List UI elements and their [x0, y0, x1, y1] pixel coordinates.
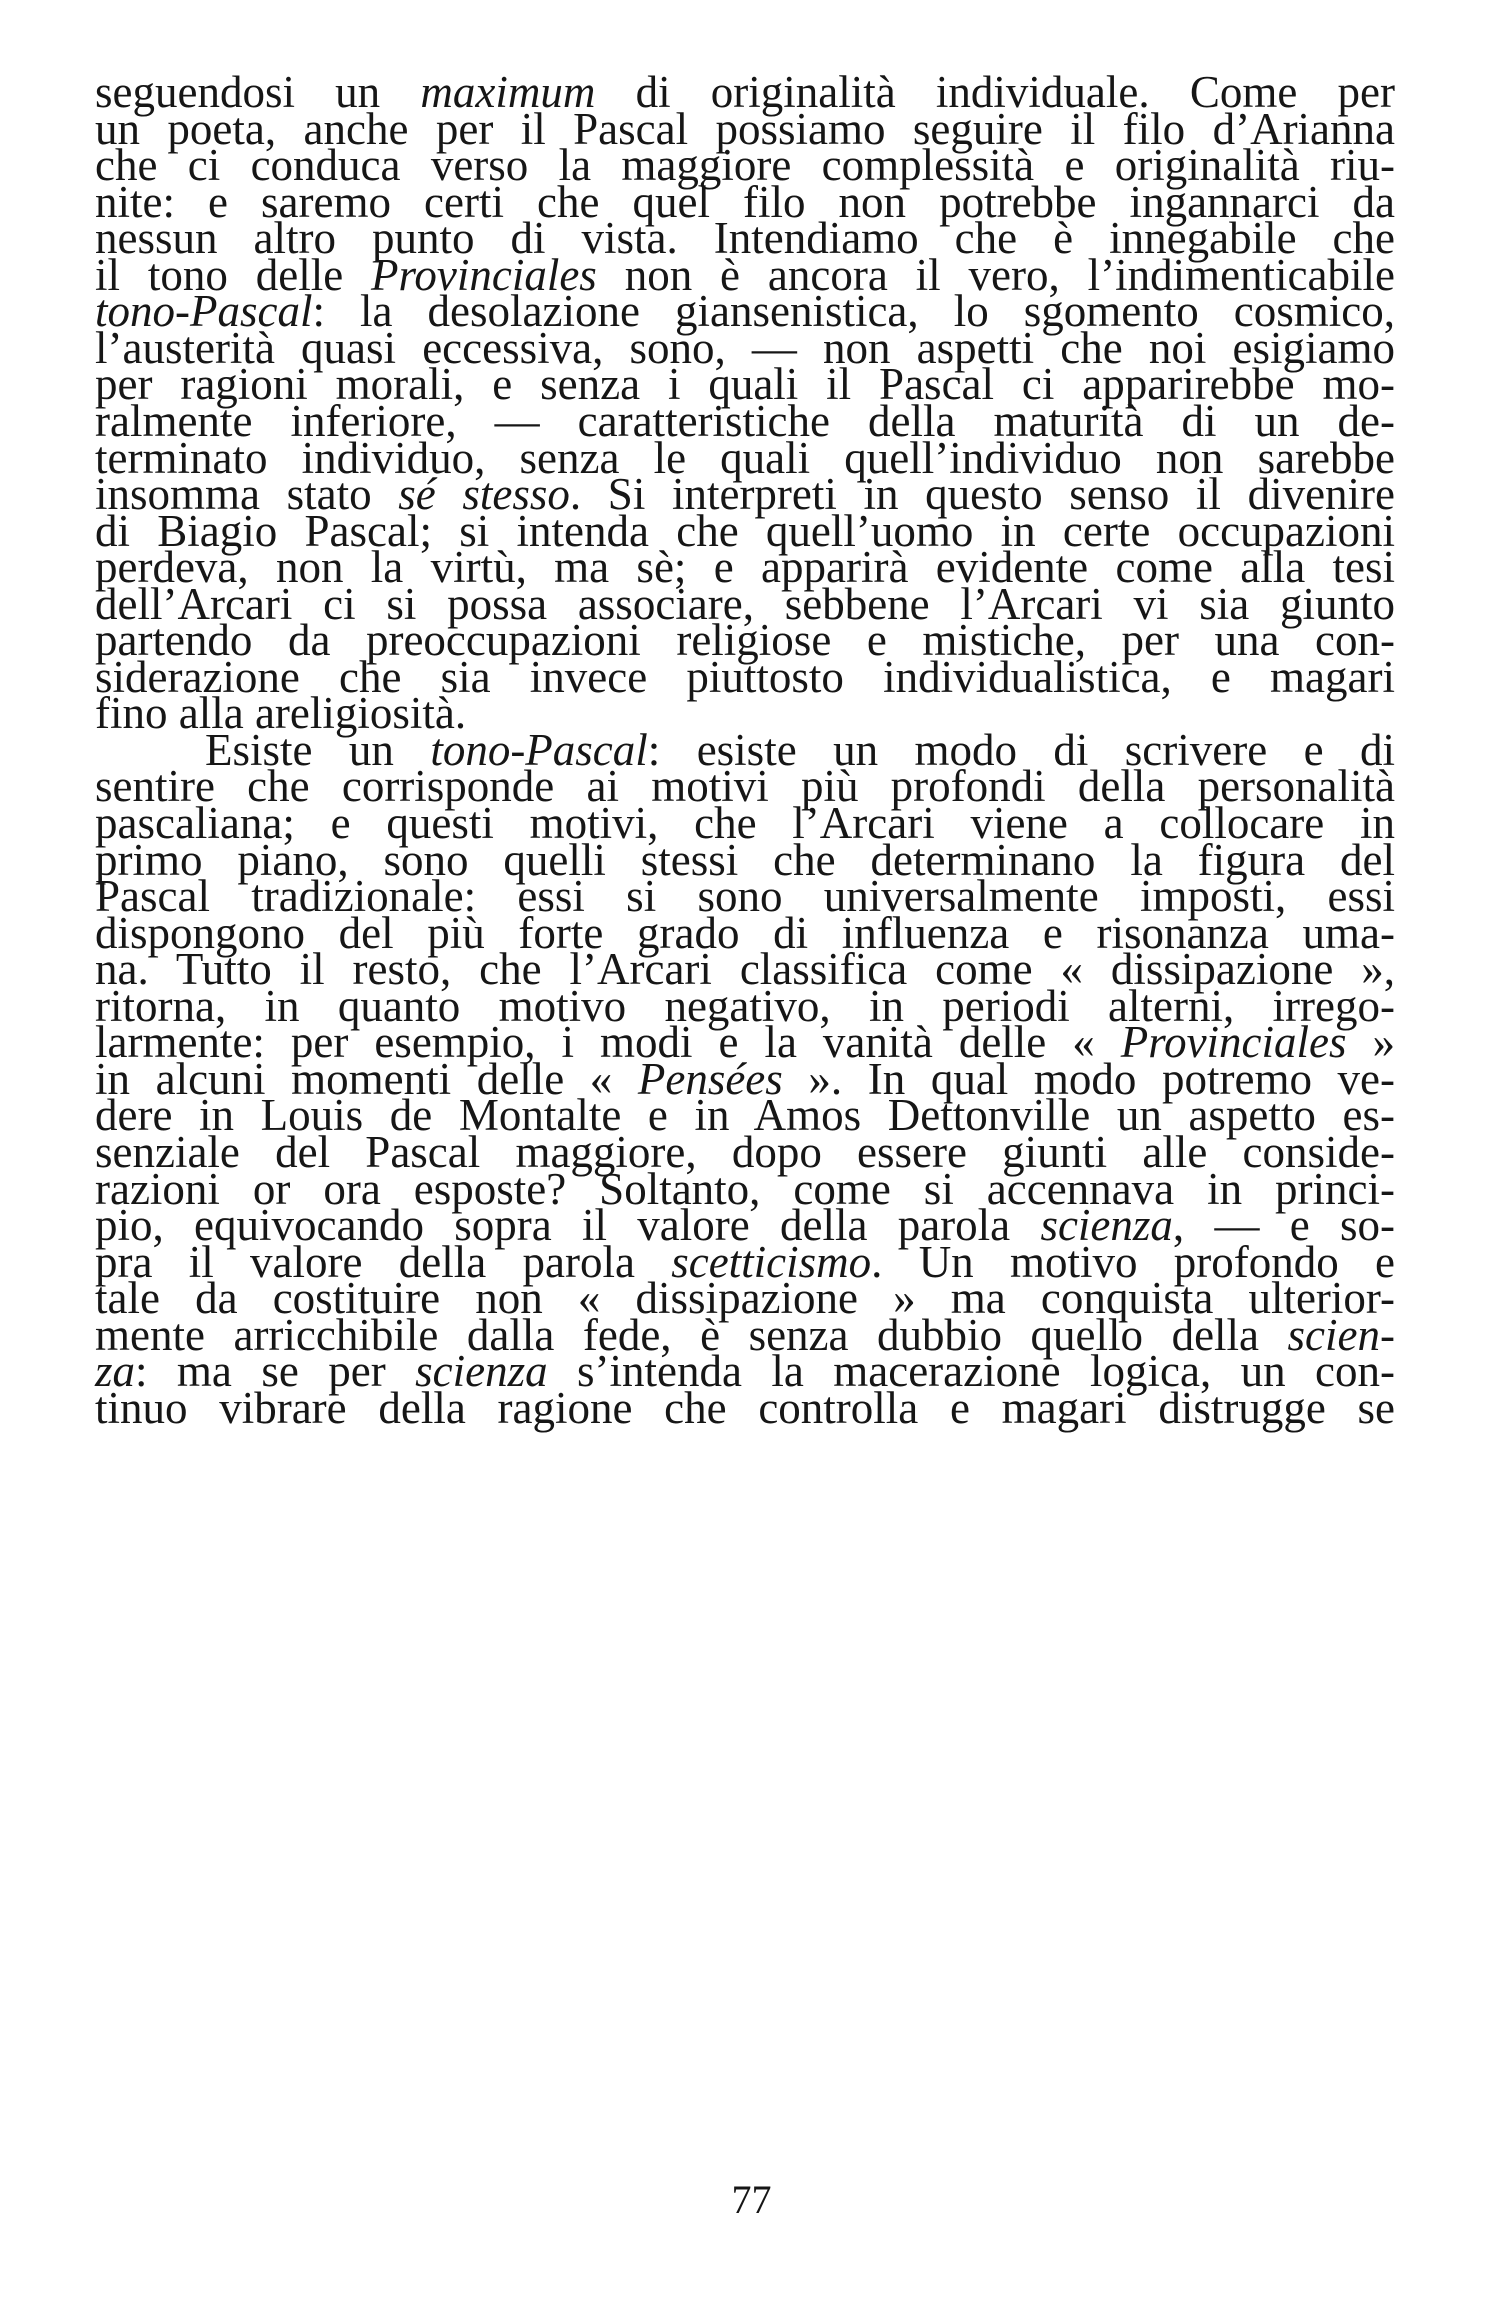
text-segment: . Un motivo profondo e [871, 1236, 1395, 1287]
text-segment: : esiste un modo di scrivere e di [647, 724, 1395, 775]
text-segment: Pascal tradizionale: essi si sono universalmente imposti, essi [95, 871, 1395, 922]
text-segment: tinuo vibrare della ragione che controlla e magari distrugge se [95, 1382, 1395, 1433]
text-segment: . Si interpreti in questo senso il divenire [569, 469, 1396, 520]
text-segment: larmente: per esempio, i modi e la vanità delle « [95, 1017, 1121, 1068]
italic-segment: tono-Pascal [430, 724, 648, 775]
italic-segment: Pensées [637, 1053, 783, 1104]
text-segment: dispongono del più forte grado di influenza e risonanza uma- [95, 907, 1395, 958]
text-segment: partendo da preoccupazioni religiose e mistiche, per una con- [95, 615, 1395, 666]
text-segment: ralmente inferiore, — caratteristiche della maturità di un de- [95, 395, 1395, 446]
text-segment: perdeva, non la virtù, ma sè; e apparirà evidente come alla tesi [95, 542, 1395, 593]
italic-segment: sé stesso [398, 469, 570, 520]
text-segment: pra il valore della parola [95, 1236, 672, 1287]
text-segment: na. Tutto il resto, che l’Arcari classifica come « dissipazione », [95, 944, 1395, 995]
text-line [95, 1382, 1395, 1435]
italic-segment: scetticismo [671, 1236, 872, 1287]
italic-segment: scienza [415, 1346, 548, 1397]
text-segment: nessun altro punto di vista. Intendiamo che è innegabile che [95, 213, 1395, 264]
text-segment: , — e so- [1172, 1200, 1395, 1251]
text-segment: Esiste un [205, 724, 431, 775]
text-segment: : la desolazione giansenistica, lo sgomento cosmico, [312, 286, 1395, 337]
text-segment: un poeta, anche per il Pascal possiamo seguire il filo d’Arianna [95, 103, 1395, 154]
text-segment: di originalità individuale. Come per [595, 67, 1395, 117]
text-segment: pio, equivocando sopra il valore della parola [95, 1200, 1041, 1251]
text-segment: siderazione che sia invece piuttosto individualistica, e magari [95, 651, 1395, 702]
text-segment: ». In qual modo potremo ve- [782, 1053, 1395, 1104]
italic-segment: scien- [1287, 1309, 1395, 1360]
text-segment: » [1346, 1017, 1395, 1068]
text-segment: sentire che corrisponde ai motivi più profondi della personalità [95, 761, 1395, 812]
text-segment: seguendosi un [95, 67, 421, 117]
text-segment: ritorna, in quanto motivo negativo, in periodi alterni, irrego- [95, 980, 1395, 1031]
text-segment: : ma se per [135, 1346, 416, 1397]
text-segment: pascaliana; e questi motivi, che l’Arcari viene a collocare in [95, 798, 1395, 848]
text-segment: dere in Louis de Montalte e in Amos Dettonville un aspetto es- [95, 1090, 1395, 1141]
text-segment: il tono delle [95, 249, 372, 300]
italic-segment: maximum [420, 67, 596, 117]
text-segment: di Biagio Pascal; si intenda che quell’uomo in certe occupazioni [95, 505, 1395, 556]
text-segment: non è ancora il vero, l’indimenticabile [596, 249, 1395, 300]
text-segment: primo piano, sono quelli stessi che determinano la figura del [95, 834, 1395, 885]
text-segment: terminato individuo, senza le quali quell’individuo non sarebbe [95, 432, 1395, 483]
italic-segment: Provinciales [371, 249, 597, 300]
text-segment: razioni or ora esposte? Soltanto, come si accennava in princi- [95, 1163, 1395, 1214]
text-segment: s’intenda la macerazione logica, un con- [547, 1346, 1396, 1397]
text-segment: tale da costituire non « dissipazione » ma conquista ulterior- [95, 1273, 1395, 1324]
text-segment: per ragioni morali, e senza i quali il Pascal ci apparirebbe mo- [95, 359, 1395, 410]
italic-segment: tono-Pascal [95, 286, 313, 337]
text-segment: dell’Arcari ci si possa associare, sebbene l’Arcari vi sia giunto [95, 578, 1395, 629]
text-segment: nite: e saremo certi che quel filo non potrebbe ingannarci da [95, 176, 1395, 227]
text-segment: insomma stato [95, 469, 399, 520]
italic-segment: za [95, 1346, 136, 1397]
page-number: 77 [731, 2177, 772, 2222]
text-segment: che ci conduca verso la maggiore complessità e originalità riu- [95, 140, 1395, 191]
italic-segment: Provinciales [1120, 1017, 1347, 1068]
italic-segment: scienza [1040, 1200, 1173, 1251]
text-segment: l’austerità quasi eccessiva, sono, — non aspetti che noi esigiamo [95, 322, 1395, 373]
text-segment: mente arricchibile dalla fede, è senza dubbio quello della [95, 1309, 1288, 1360]
text-segment: fino alla areligiosità. [95, 688, 467, 739]
text-segment: senziale del Pascal maggiore, dopo essere giunti alle conside- [95, 1126, 1395, 1177]
text-segment: in alcuni momenti delle « [95, 1053, 638, 1104]
